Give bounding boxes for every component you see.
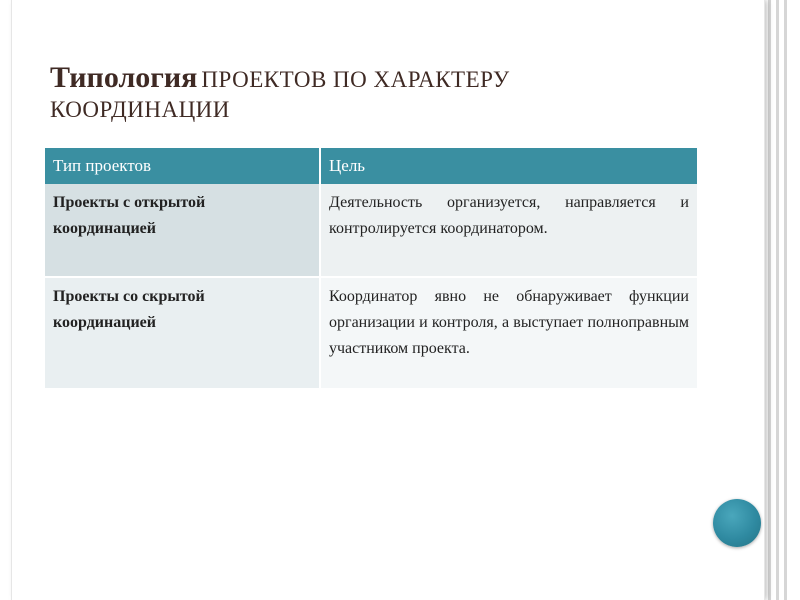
table-row: [45, 184, 697, 277]
slide-title: [50, 60, 690, 124]
frame-rail-left: [768, 0, 771, 600]
row-type-cell: Проекты с открытой координацией: [45, 184, 320, 277]
project-types-table: [45, 148, 697, 388]
row-goal-cell: Координатор явно не обнаруживает функции организации и контроля, а выступает полноправным участником проекта.: [320, 277, 697, 388]
teal-circle-icon: [713, 499, 761, 547]
title-line2: КООРДИНАЦИИ: [50, 97, 230, 122]
row-type-cell: Проекты со скрытой координацией: [45, 277, 320, 388]
table-header-row: [45, 148, 697, 184]
frame-rail-middle: [776, 0, 779, 600]
frame-rail-right: [784, 0, 787, 600]
title-rest: ПРОЕКТОВ ПО ХАРАКТЕРУ: [201, 67, 510, 92]
row-goal-cell: Деятельность организуется, направляется и контролируется координатором.: [320, 184, 697, 277]
column-header-type: Тип проектов: [45, 148, 320, 184]
column-header-goal: Цель: [320, 148, 697, 184]
table-row: [45, 277, 697, 388]
title-lead: Типология: [50, 61, 198, 94]
